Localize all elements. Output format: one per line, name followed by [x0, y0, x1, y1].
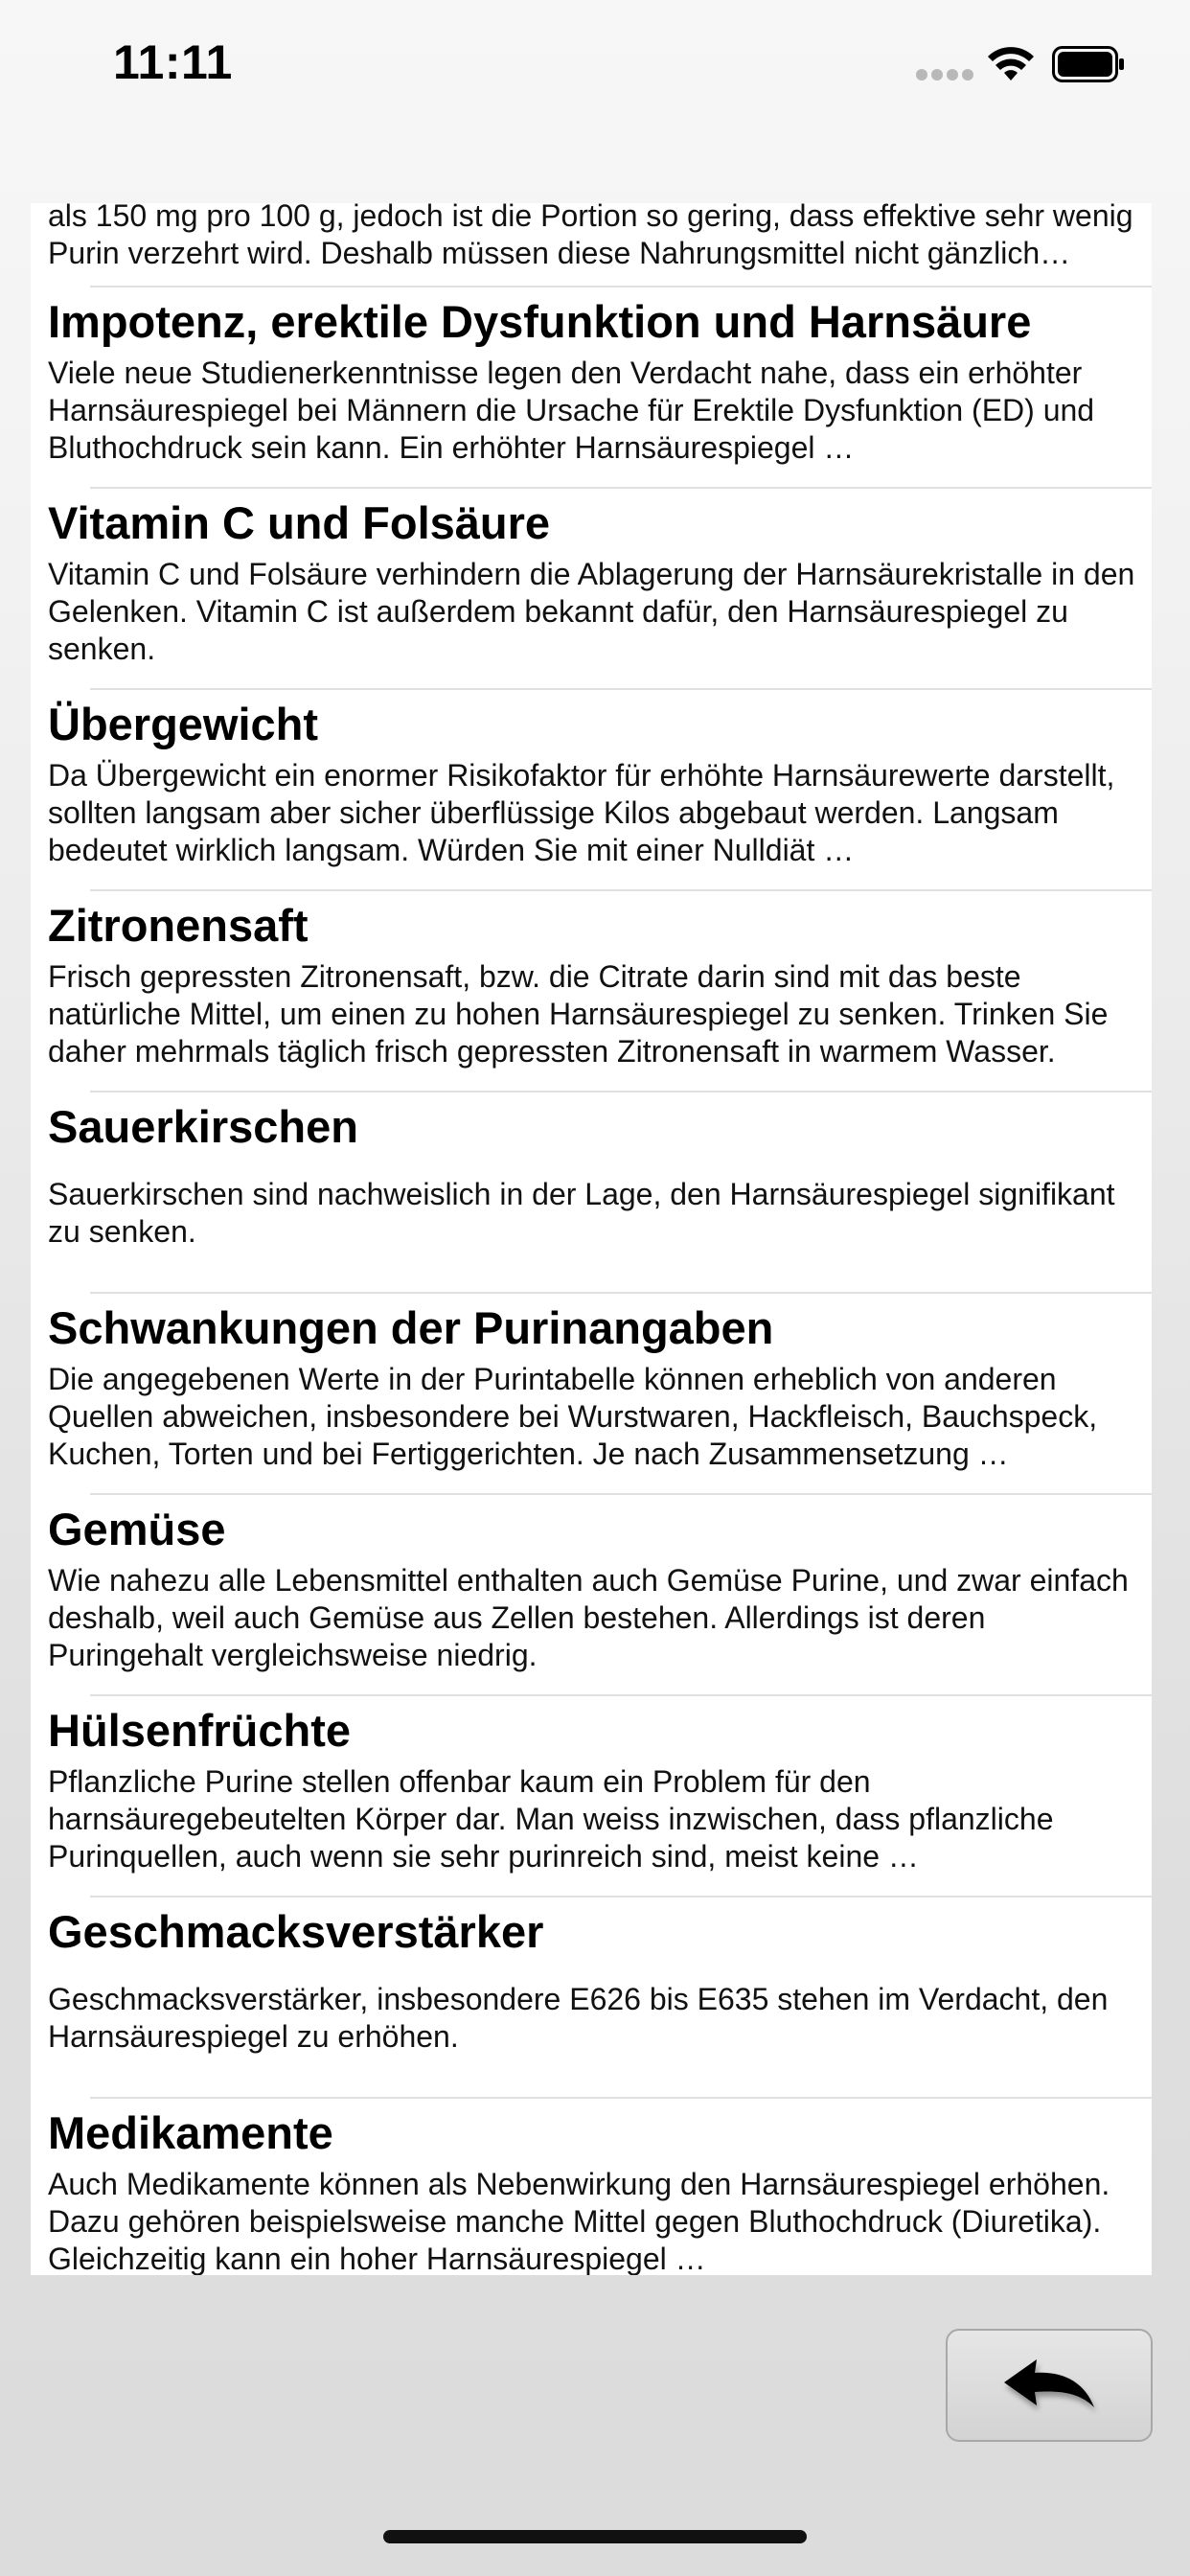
- home-indicator: [383, 2530, 807, 2543]
- list-item[interactable]: [31, 2097, 1152, 2275]
- list-item-title: Medikamente: [48, 2107, 333, 2158]
- list-item-body: als 150 mg pro 100 g, jedoch ist die Portion so gering, dass effektive sehr wenig Purin verzehrt wird. Deshalb müssen diese Nahrungsmittel nicht gänzlich: [48, 203, 1133, 270]
- list-item[interactable]: [31, 1493, 1152, 1694]
- list-item-body: Sauerkirschen sind nachweislich in der Lage, den Harnsäurespiegel signifikant zu senken.: [48, 1177, 1115, 1249]
- list-item[interactable]: [31, 688, 1152, 889]
- status-time: 11:11: [113, 35, 233, 89]
- wifi-icon: [987, 46, 1035, 82]
- list-item-body: Geschmacksverstärker, insbesondere E626 bis E635 stehen im Verdacht, den Harnsäurespiegel zu erhöhen.: [48, 1982, 1109, 2054]
- list-item-title: Zitronensaft: [48, 900, 309, 951]
- list-item-body: Die angegebenen Werte in der Purintabelle können erheblich von anderen Quellen abweichen, insbesondere bei Wurstwaren, Hackfleisch, Bauchspeck, Kuchen, Torten und bei Fertiggerichten. Je nach Zusammensetzung …: [48, 1362, 1098, 1471]
- list-item[interactable]: [31, 1292, 1152, 1493]
- list-item-body: Wie nahezu alle Lebensmittel enthalten auch Gemüse Purine, und zwar einfach deshalb, weil auch Gemüse aus Zellen bestehen. Allerdings ist deren Puringehalt vergleichsweise niedrig.: [48, 1563, 1129, 1672]
- list-item-title: Schwankungen der Purinangaben: [48, 1302, 774, 1353]
- content-list[interactable]: [31, 203, 1152, 2275]
- signal-dots-icon: [916, 69, 973, 80]
- back-arrow-icon: [996, 2352, 1102, 2419]
- list-item-title: Übergewicht: [48, 699, 319, 749]
- list-item-body: Auch Medikamente können als Nebenwirkung den Harnsäurespiegel erhöhen. Dazu gehören beispielsweise manche Mittel gegen Bluthochdruck (Diuretika). Gleichzeitig kann ein hoher Harnsäurespiegel …: [48, 2167, 1110, 2275]
- list-item[interactable]: [31, 1694, 1152, 1896]
- list-item-title: Hülsenfrüchte: [48, 1705, 351, 1756]
- list-item-body: Viele neue Studienerkenntnisse legen den Verdacht nahe, dass ein erhöhter Harnsäurespiegel bei Männern die Ursache für Erektile Dysfunktion (ED) und Bluthochdruck sein kann. Ein erhöhter Harnsäurespiegel …: [48, 356, 1095, 465]
- list-item-body: Da Übergewicht ein enormer Risikofaktor für erhöhte Harnsäurewerte darstellt, sollten langsam aber sicher überflüssige Kilos abgebaut werden. Langsam bedeutet wirklich langsam. Würden Sie mit einer Nulldiät …: [48, 758, 1115, 867]
- list-item[interactable]: [31, 487, 1152, 688]
- list-item[interactable]: [31, 1091, 1152, 1292]
- list-item[interactable]: [31, 889, 1152, 1091]
- list-item-title: Vitamin C und Folsäure: [48, 497, 551, 548]
- list-item-body: Frisch gepressten Zitronensaft, bzw. die Citrate darin sind mit das beste natürliche Mittel, um einen zu hohen Harnsäurespiegel zu senken. Trinken Sie daher mehrmals täglich frisch gepressten Zitronensaft in warmem Wasser.: [48, 959, 1109, 1069]
- list-item[interactable]: [31, 286, 1152, 487]
- list-item-title: Geschmacksverstärker: [48, 1906, 544, 1957]
- status-bar: [0, 0, 1190, 134]
- back-button[interactable]: [946, 2329, 1153, 2442]
- list-item[interactable]: [31, 1896, 1152, 2097]
- battery-icon: [1052, 46, 1125, 82]
- list-item-title: Sauerkirschen: [48, 1101, 358, 1152]
- list-item-title: Impotenz, erektile Dysfunktion und Harnsäure: [48, 296, 1032, 347]
- list-item-body: Vitamin C und Folsäure verhindern die Ablagerung der Harnsäurekristalle in den Gelenken. Vitamin C ist außerdem bekannt dafür, den Harnsäurespiegel zu senken.: [48, 557, 1135, 666]
- list-item-body: Pflanzliche Purine stellen offenbar kaum ein Problem für den harnsäuregebeutelten Körper dar. Man weiss inzwischen, dass pflanzliche Purinquellen, auch wenn sie sehr purinreich sind, meist keine …: [48, 1764, 1054, 1874]
- list-item-title: Gemüse: [48, 1504, 226, 1554]
- list-item-partial[interactable]: [31, 203, 1152, 286]
